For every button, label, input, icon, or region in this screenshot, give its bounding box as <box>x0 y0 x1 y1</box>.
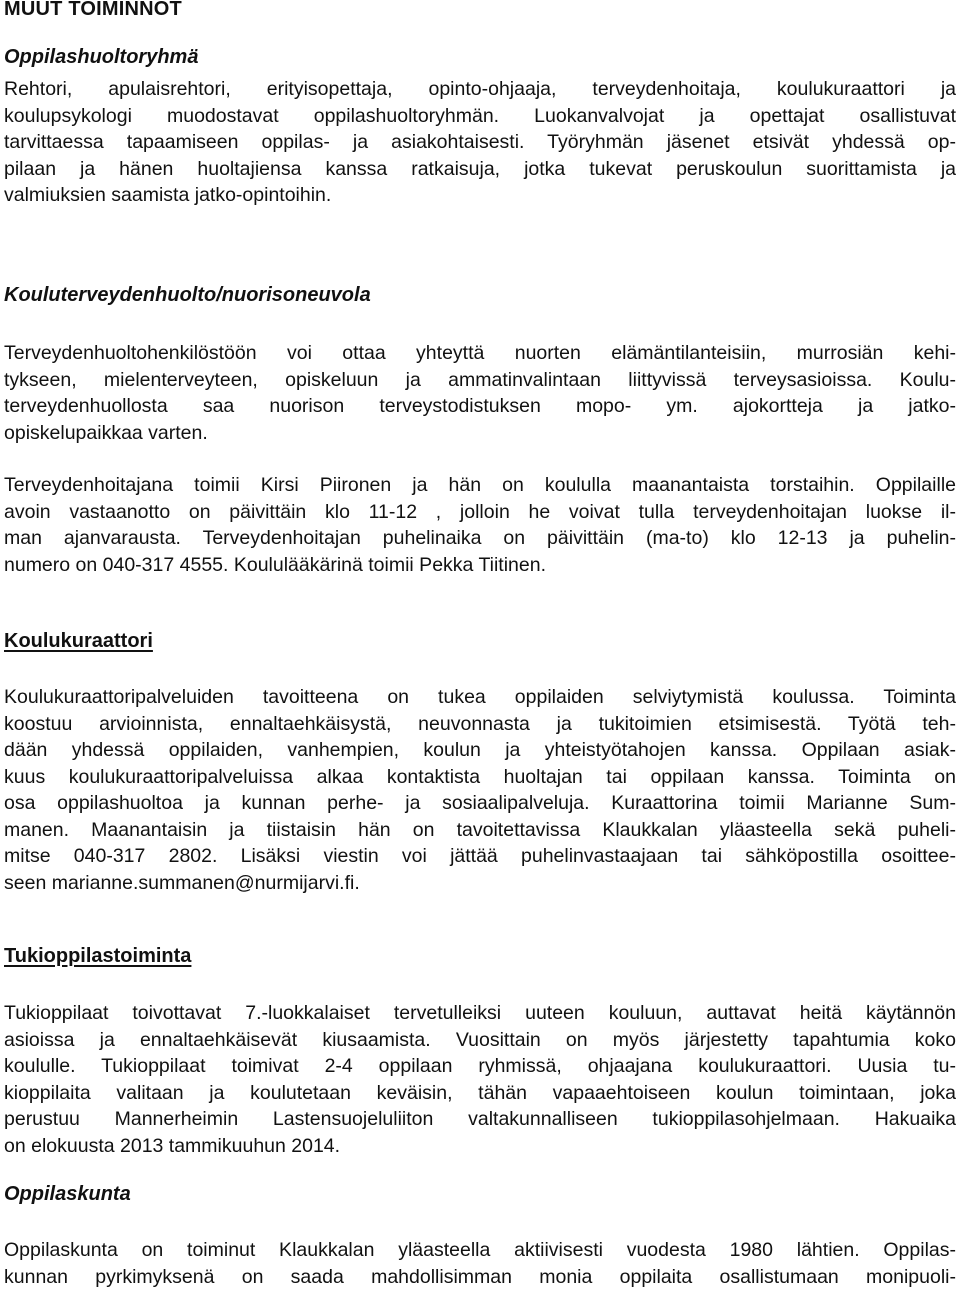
text-line: osa oppilashuoltoa ja kunnan perhe- ja sosiaalipalveluja. Kuraattorina toimii Marianne Sum- <box>4 792 956 814</box>
text-line: Tukioppilaat toivottavat 7.-luokkalaiset tervetulleiksi uuteen kouluun, auttavat heitä käytännön <box>4 1002 956 1024</box>
paragraph <box>4 1237 956 1290</box>
text-line: pilaan ja hänen huoltajiensa kanssa ratkaisuja, jotka tukevat peruskoulun suorittamista ja <box>4 157 956 180</box>
text-line: on elokuusta 2013 tammikuuhun 2014. <box>4 1134 341 1157</box>
text-line: manen. Maanantaisin ja tiistaisin hän on tavoitettavissa Klaukkalan yläasteella sekä puheli- <box>4 818 956 841</box>
text-line: valmiuksien saamista jatko-opintoihin. <box>4 184 332 206</box>
text-line: Terveydenhoitajana toimii Kirsi Piironen ja hän on koululla maanantaista torstaihin. Oppilaille <box>4 474 956 496</box>
text-line: kioppilaita valitaan ja koulutetaan keväisin, tähän vapaaehtoiseen koulun toimintaan, joka <box>4 1081 956 1104</box>
text-line: asioissa ja ennaltaehkäisevät kiusaamista. Vuosittain on myös järjestetty tapahtumia koko <box>4 1028 956 1051</box>
text-line: perustuu Mannerheimin Lastensuojeluliiton valtakunnalliseen tukioppilasohjelmaan. Hakuaika <box>4 1108 956 1130</box>
text-line: terveydenhuollosta saa nuorison terveystodistuksen mopo- ym. ajokortteja ja jatko- <box>4 395 956 417</box>
text-line: koostuu arvioinnista, ennaltaehkäisystä, neuvonnasta ja tukitoimien etsimisestä. Työtä teh- <box>4 712 956 735</box>
section-heading-koulukuraattori: Koulukuraattori <box>4 630 153 652</box>
paragraph <box>4 340 956 446</box>
text-line: koululle. Tukioppilaat toimivat 2-4 oppilaan ryhmissä, ohjaajana koulukuraattori. Uusia tu- <box>4 1055 956 1077</box>
text-line: man ajanvarausta. Terveydenhoitajan puhelinaika on päivittäin (ma-to) klo 12-13 ja puhelin- <box>4 527 956 549</box>
section-heading-oppilashuoltoryhma: Oppilashuoltoryhmä <box>4 46 199 68</box>
text-line: seen marianne.summanen@nurmijarvi.fi. <box>4 871 360 894</box>
text-line: Rehtori, apulaisrehtori, erityisopettaja, opinto-ohjaaja, terveydenhoitaja, koulukuraattori ja <box>4 78 956 100</box>
main-heading: MUUT TOIMINNOT <box>4 0 182 20</box>
paragraph <box>4 684 956 896</box>
text-line: kunnan pyrkimyksenä on saada mahdollisimman monia oppilaita osallistumaan monipuoli- <box>4 1265 956 1288</box>
text-line: avoin vastaanotto on päivittäin klo 11-12 , jolloin he voivat tulla terveydenhoitajan luokse il- <box>4 500 956 523</box>
text-line: mitse 040-317 2802. Lisäksi viestin voi jättää puhelinvastaajaan tai sähköpostilla osoittee- <box>4 845 956 867</box>
section-heading-oppilaskunta: Oppilaskunta <box>4 1183 131 1205</box>
text-line: opiskelupaikkaa varten. <box>4 421 208 444</box>
text-line: Koulukuraattoripalveluiden tavoitteena on tukea oppilaiden selviytymistä koulussa. Toiminta <box>4 686 956 708</box>
section-heading-kouluterveydenhuolto: Kouluterveydenhuolto/nuorisoneuvola <box>4 284 371 306</box>
text-line: kuus koulukuraattoripalveluissa alkaa kontaktista huoltajan tai oppilaan kanssa. Toiminta on <box>4 765 956 788</box>
text-line: koulupsykologi muodostavat oppilashuoltoryhmän. Luokanvalvojat ja opettajat osallistuvat <box>4 104 956 127</box>
text-line: tykseen, mielenterveyteen, opiskeluun ja ammatinvalintaan liittyvissä terveysasioissa. Koulu- <box>4 368 956 391</box>
text-line: Oppilaskunta on toiminut Klaukkalan yläasteella aktiivisesti vuodesta 1980 lähtien. Oppilas- <box>4 1239 956 1261</box>
text-line: numero on 040-317 4555. Koululääkärinä toimii Pekka Tiitinen. <box>4 553 547 576</box>
paragraph <box>4 472 956 578</box>
paragraph <box>4 1000 956 1159</box>
paragraph <box>4 76 956 209</box>
text-line: tarvittaessa tapaamiseen oppilas- ja asiakohtaisesti. Työryhmän jäsenet etsivät yhdessä op- <box>4 131 956 153</box>
text-line: Terveydenhuoltohenkilöstöön voi ottaa yhteyttä nuorten elämäntilanteisiin, murrosiän kehi- <box>4 342 956 364</box>
text-line: dään yhdessä oppilaiden, vanhempien, koulun ja yhteistyötahojen kanssa. Oppilaan asiak- <box>4 739 956 761</box>
section-heading-tukioppilastoiminta: Tukioppilastoiminta <box>4 945 192 967</box>
